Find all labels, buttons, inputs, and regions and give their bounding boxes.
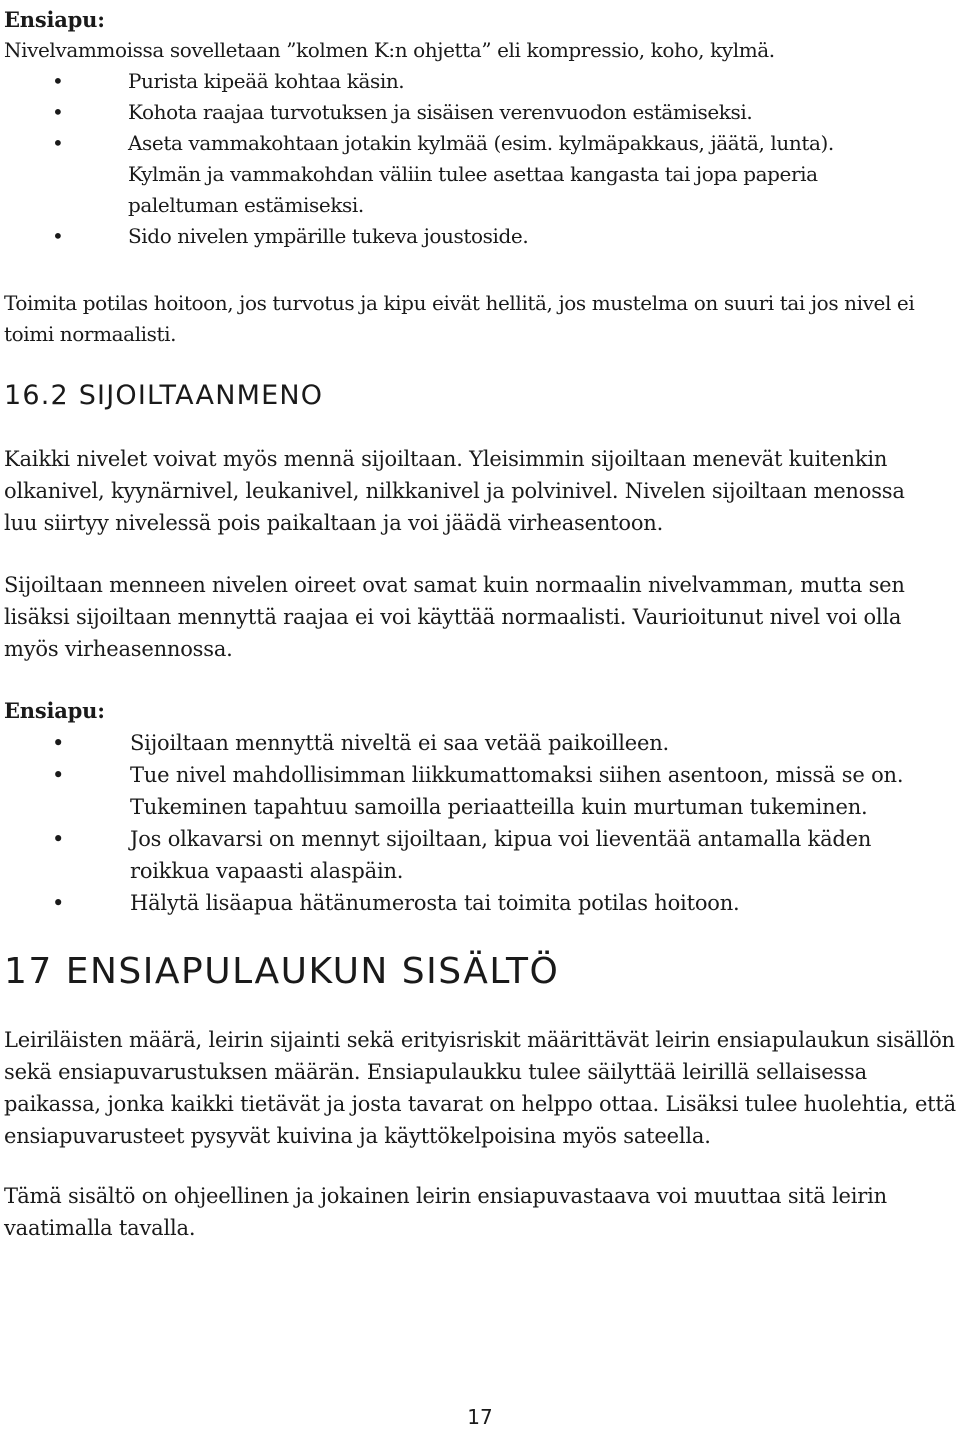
list-item: • Purista kipeää kohtaa käsin. bbox=[4, 66, 904, 97]
closing-text: Toimita potilas hoitoon, jos turvotus ja kipu eivät hellitä, jos mustelma on suuri tai jos nivel ei toimi normaalisti. bbox=[4, 291, 915, 346]
first-aid-heading: Ensiapu: bbox=[4, 698, 105, 723]
bullet-icon: • bbox=[52, 131, 64, 155]
bullet-icon: • bbox=[52, 224, 64, 248]
bullet-icon: • bbox=[52, 827, 65, 851]
bullet-icon: • bbox=[52, 100, 64, 124]
bullet-icon: • bbox=[52, 891, 65, 915]
list-item: • Hälytä lisäapua hätänumerosta tai toimita potilas hoitoon. bbox=[4, 887, 924, 919]
bullet-icon: • bbox=[52, 731, 65, 755]
intro-text: Nivelvammoissa sovelletaan ”kolmen K:n ohjetta” eli kompressio, koho, kylmä. bbox=[4, 38, 775, 62]
section-title-16-2: 16.2 SIJOILTAANMENO bbox=[4, 380, 324, 411]
paragraph: Leiriläisten määrä, leirin sijainti sekä erityisriskit määrittävät leirin ensiapulaukun sisällön sekä ensiapuvarustuksen määrän. Ensiapulaukku tulee säilyttää leirillä sellaisessa paikassa, jonka kaikki tietävät ja josta tavarat on helppo ottaa. Lisäksi tulee huolehtia, että ensiapuvarusteet pysyvät kuivina ja käyttökelpoisina myös sateella. bbox=[4, 1028, 956, 1148]
section-title-17: 17 ENSIAPULAUKUN SISÄLTÖ bbox=[4, 951, 560, 992]
list-item: • Kohota raajaa turvotuksen ja sisäisen verenvuodon estämiseksi. bbox=[4, 97, 904, 128]
paragraph: Kaikki nivelet voivat myös mennä sijoiltaan. Yleisimmin sijoiltaan menevät kuitenkin olkanivel, kyynärnivel, leukanivel, nilkkanivel ja polvinivel. Nivelen sijoiltaan menossa luu siirtyy nivelessä pois paikaltaan ja voi jäädä virheasentoon. bbox=[4, 447, 905, 535]
paragraph: Sijoiltaan menneen nivelen oireet ovat samat kuin normaalin nivelvamman, mutta sen lisäksi sijoiltaan mennyttä raajaa ei voi käyttää normaalisti. Vaurioitunut nivel voi olla myös virheasennossa. bbox=[4, 573, 905, 661]
bullet-icon: • bbox=[52, 763, 65, 787]
page-number: 17 bbox=[467, 1405, 493, 1429]
list-item: • Sijoiltaan mennyttä niveltä ei saa vetää paikoilleen. bbox=[4, 727, 924, 759]
list-item: • Aseta vammakohtaan jotakin kylmää (esim. kylmäpakkaus, jäätä, lunta). Kylmän ja vammakohdan väliin tulee asettaa kangasta tai jopa paperia paleltuman estämiseksi. bbox=[4, 128, 904, 221]
first-aid-list bbox=[4, 727, 924, 919]
first-aid-heading: Ensiapu: bbox=[4, 7, 105, 32]
list-item: • Jos olkavarsi on mennyt sijoiltaan, kipua voi lieventää antamalla käden roikkua vapaasti alaspäin. bbox=[4, 823, 924, 887]
list-item: • Tue nivel mahdollisimman liikkumattomaksi siihen asentoon, missä se on. Tukeminen tapahtuu samoilla periaatteilla kuin murtuman tukeminen. bbox=[4, 759, 924, 823]
bullet-icon: • bbox=[52, 69, 64, 93]
list-item: • Sido nivelen ympärille tukeva joustoside. bbox=[4, 221, 904, 252]
paragraph: Tämä sisältö on ohjeellinen ja jokainen leirin ensiapuvastaava voi muuttaa sitä leirin vaatimalla tavalla. bbox=[4, 1184, 887, 1240]
first-aid-list bbox=[4, 66, 904, 252]
